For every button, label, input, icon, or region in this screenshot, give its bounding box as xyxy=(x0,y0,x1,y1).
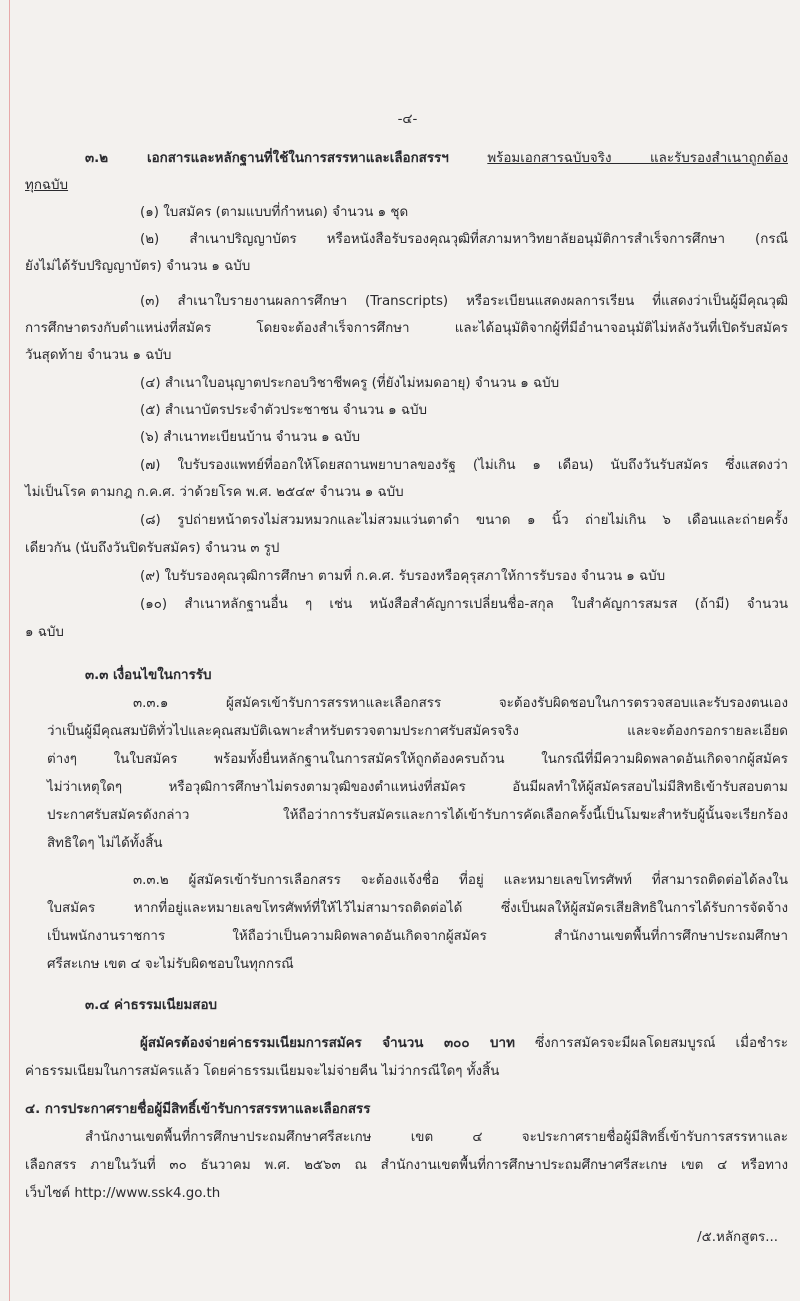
fee-paragraph-rest: ซึ่งการสมัครจะมีผลโดยสมบูรณ์ เมื่อชำระ xyxy=(514,1036,788,1051)
para-3-3-1-line: ว่าเป็นผู้มีคุณสมบัติทั่วไปและคุณสมบัติเฉพาะสำหรับตรวจตามประกาศรับสมัครจริง และจะต้องกรอกรายละเอียด xyxy=(47,724,788,739)
fee-paragraph-line2: ค่าธรรมเนียมในการสมัครแล้ว โดยค่าธรรมเนียมจะไม่จ่ายคืน ไม่ว่ากรณีใดๆ ทั้งสิ้น xyxy=(25,1064,500,1079)
para-3-3-2-line: ศรีสะเกษ เขต ๔ จะไม่รับผิดชอบในทุกกรณี xyxy=(47,957,294,972)
doc-item-7-b: ไม่เป็นโรค ตามกฎ ก.ค.ศ. ว่าด้วยโรค พ.ศ. ๒๕๔๙ จำนวน ๑ ฉบับ xyxy=(25,485,404,500)
para-3-3-2-line: ๓.๓.๒ ผู้สมัครเข้ารับการเลือกสรร จะต้องแจ้งชื่อ ที่อยู่ และหมายเลขโทรศัพท์ ที่สามารถติดต่อได้ลงใน xyxy=(133,873,788,888)
document-page xyxy=(25,0,790,1301)
doc-item-10-a: (๑๐) สำเนาหลักฐานอื่น ๆ เช่น หนังสือสำคัญการเปลี่ยนชื่อ-สกุล ใบสำคัญการสมรส (ถ้ามี) จำนวน xyxy=(140,597,788,612)
doc-item-7-a: (๗) ใบรับรองแพทย์ที่ออกให้โดยสถานพยาบาลของรัฐ (ไม่เกิน ๑ เดือน) นับถึงวันรับสมัคร ซึ่งแสดงว่า xyxy=(140,458,789,473)
doc-item-2-b: ยังไม่ได้รับปริญญาบัตร) จำนวน ๑ ฉบับ xyxy=(25,259,251,274)
section-3-2-heading-cont: ทุกฉบับ xyxy=(25,178,69,193)
doc-item-3-a: (๓) สำเนาใบรายงานผลการศึกษา (Transcripts) หรือระเบียนแสดงผลการเรียน ที่แสดงว่าเป็นผู้มีคุณวุฒิ xyxy=(140,294,788,309)
doc-item-4: (๔) สำเนาใบอนุญาตประกอบวิชาชีพครู (ที่ยังไม่หมดอายุ) จำนวน ๑ ฉบับ xyxy=(140,376,560,391)
doc-item-9: (๙) ใบรับรองคุณวุฒิการศึกษา ตามที่ ก.ค.ศ. รับรองหรือคุรุสภาให้การรับรอง จำนวน ๑ ฉบับ xyxy=(140,569,666,584)
section-4-line: เว็บไซต์ http://www.ssk4.go.th xyxy=(25,1186,221,1201)
section-3-3-heading: ๓.๓ เงื่อนไขในการรับ xyxy=(85,668,212,683)
doc-item-1: (๑) ใบสมัคร (ตามแบบที่กำหนด) จำนวน ๑ ชุด xyxy=(140,205,409,220)
page-margin-line xyxy=(9,0,10,1301)
section-4-line: เลือกสรร ภายในวันที่ ๓๐ ธันวาคม พ.ศ. ๒๕๖๓ ณ สำนักงานเขตพื้นที่การศึกษาประถมศึกษาศรีสะเกษ เขต ๔ หรือทาง xyxy=(25,1158,788,1173)
para-3-3-1-line: ไม่ว่าเหตุใดๆ หรือวุฒิการศึกษาไม่ตรงตามวุฒิของตำแหน่งที่สมัคร อันมีผลทำให้ผู้สมัครสอบไม่มีสิทธิเข้ารับสอบตาม xyxy=(47,780,788,795)
fee-paragraph-bold: ผู้สมัครต้องจ่ายค่าธรรมเนียมการสมัคร จำนวน ๓๐๐ บาท xyxy=(140,1036,515,1051)
section-3-2-heading-underline: พร้อมเอกสารฉบับจริง และรับรองสำเนาถูกต้อง xyxy=(487,151,788,166)
doc-item-10-b: ๑ ฉบับ xyxy=(25,625,64,640)
continuation-footer: /๕.หลักสูตร... xyxy=(697,1230,778,1245)
para-3-3-2-line: ใบสมัคร หากที่อยู่และหมายเลขโทรศัพท์ที่ให้ไว้ไม่สามารถติดต่อได้ ซึ่งเป็นผลให้ผู้สมัครเสียสิทธิในการได้รับการจัดจ้าง xyxy=(47,901,788,916)
doc-item-5: (๕) สำเนาบัตรประจำตัวประชาชน จำนวน ๑ ฉบับ xyxy=(140,403,427,418)
para-3-3-2-line: เป็นพนักงานราชการ ให้ถือว่าเป็นความผิดพลาดอันเกิดจากผู้สมัคร สำนักงานเขตพื้นที่การศึกษาประถมศึกษา xyxy=(47,929,788,944)
fee-paragraph xyxy=(25,1030,788,1057)
para-3-3-1-line: ๓.๓.๑ ผู้สมัครเข้ารับการสรรหาและเลือกสรร จะต้องรับผิดชอบในการตรวจสอบและรับรองตนเอง xyxy=(133,696,788,711)
para-3-3-1-line: สิทธิใดๆ ไม่ได้ทั้งสิ้น xyxy=(47,836,163,851)
para-3-3-1-line: ต่างๆ ในใบสมัคร พร้อมทั้งยื่นหลักฐานในการสมัครให้ถูกต้องครบถ้วน ในกรณีที่มีความผิดพลาดอันเกิดจากผู้สมัคร xyxy=(47,752,788,767)
section-3-4-heading: ๓.๔ ค่าธรรมเนียมสอบ xyxy=(85,998,218,1013)
doc-item-3-c: วันสุดท้าย จำนวน ๑ ฉบับ xyxy=(25,348,172,363)
section-3-2-heading-bold: ๓.๒ เอกสารและหลักฐานที่ใช้ในการสรรหาและเลือกสรรฯ xyxy=(85,151,449,166)
section-4-line: สำนักงานเขตพื้นที่การศึกษาประถมศึกษาศรีสะเกษ เขต ๔ จะประกาศรายชื่อผู้มีสิทธิ์เข้ารับการสรรหาและ xyxy=(85,1130,788,1145)
doc-item-6: (๖) สำเนาทะเบียนบ้าน จำนวน ๑ ฉบับ xyxy=(140,430,360,445)
doc-item-2-a: (๒) สำเนาปริญญาบัตร หรือหนังสือรับรองคุณวุฒิที่สภามหาวิทยาลัยอนุมัติการสำเร็จการศึกษา (กรณี xyxy=(140,232,788,247)
section-4-heading: ๔. การประกาศรายชื่อผู้มีสิทธิ์เข้ารับการสรรหาและเลือกสรร xyxy=(25,1102,371,1117)
doc-item-8-b: เดียวกัน (นับถึงวันปิดรับสมัคร) จำนวน ๓ รูป xyxy=(25,541,280,556)
page-number: -๔- xyxy=(397,112,418,127)
section-3-2-heading xyxy=(25,145,788,172)
doc-item-3-b: การศึกษาตรงกับตำแหน่งที่สมัคร โดยจะต้องสำเร็จการศึกษา และได้อนุมัติจากผู้ที่มีอำนาจอนุมัติไม่หลังวันที่เปิดรับสมัคร xyxy=(25,321,788,336)
para-3-3-1-line: ประกาศรับสมัครดังกล่าว ให้ถือว่าการรับสมัครและการได้เข้ารับการคัดเลือกครั้งนี้เป็นโมฆะสำหรับผู้นั้นจะเรียกร้อง xyxy=(47,808,788,823)
doc-item-8-a: (๘) รูปถ่ายหน้าตรงไม่สวมหมวกและไม่สวมแว่นตาดำ ขนาด ๑ นิ้ว ถ่ายไม่เกิน ๖ เดือนและถ่ายครั้ง xyxy=(140,513,788,528)
